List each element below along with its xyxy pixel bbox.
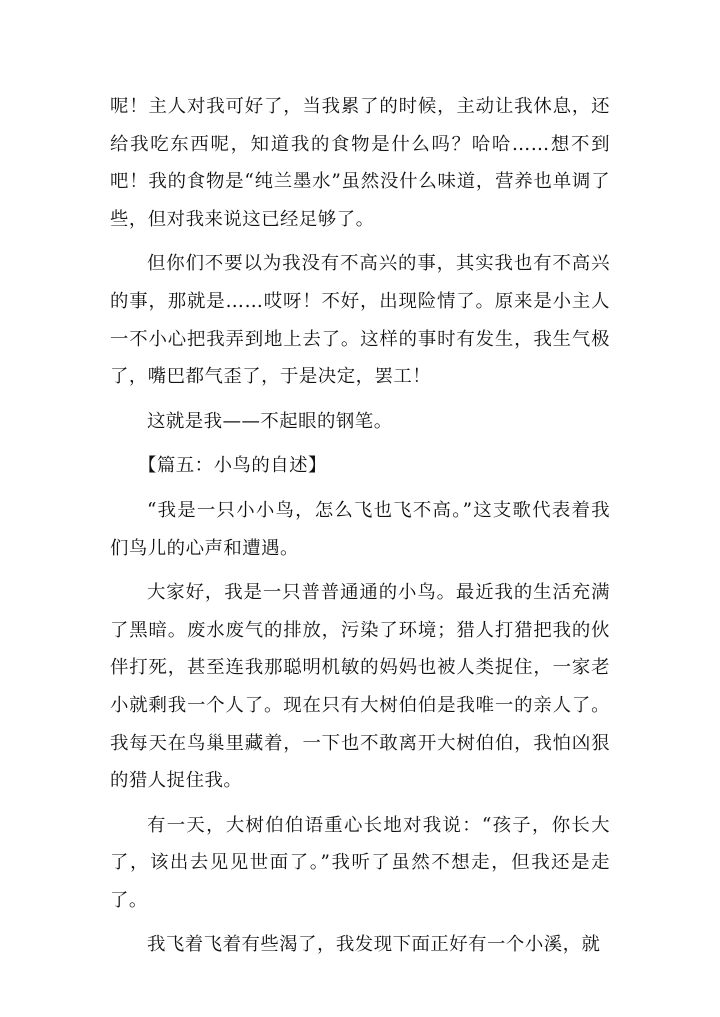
paragraph-bird-intro: 大家好，我是一只普普通通的小鸟。最近我的生活充满了黑暗。废水废气的排放，污染了环境；猎人打猎把我的伙伴打死，甚至连我那聪明机敏的妈妈也被人类捉住，一家老小就剩我一个人了。现在只有大树伯伯是我唯一的亲人了。我每天在鸟巢里藏着，一下也不敢离开大树伯伯，我怕凶狠的猎人捉住我。 xyxy=(110,582,610,792)
paragraph-flying: 我飞着飞着有些渴了，我发现下面正好有一个小溪，就 xyxy=(147,934,601,956)
section-heading: 【篇五：小鸟的自述】 xyxy=(138,455,327,477)
document-page xyxy=(110,88,610,971)
paragraph-continuation: 呢！主人对我可好了，当我累了的时候，主动让我休息，还给我吃东西呢，知道我的食物是什么吗？哈哈……想不到吧！我的食物是“纯兰墨水”虽然没什么味道，营养也单调了些，但对我来说这已经足够了。 xyxy=(110,96,610,230)
paragraph-conclusion: 这就是我——不起眼的钢笔。 xyxy=(147,410,393,432)
paragraph-unhappy-event: 但你们不要以为我没有不高兴的事，其实我也有不高兴的事，那就是……哎呀！不好，出现险情了。原来是小主人一不小心把我弄到地上去了。这样的事时有发生，我生气极了，嘴巴都气歪了，于是决定，罢工！ xyxy=(110,253,610,388)
paragraph-song-quote: “我是一只小小鸟，怎么飞也飞不高。”这支歌代表着我们鸟儿的心声和遭遇。 xyxy=(110,499,610,559)
paragraph-tree-advice: 有一天，大树伯伯语重心长地对我说：“孩子，你长大了，该出去见见世面了。”我听了虽然不想走，但我还是走了。 xyxy=(110,814,610,911)
